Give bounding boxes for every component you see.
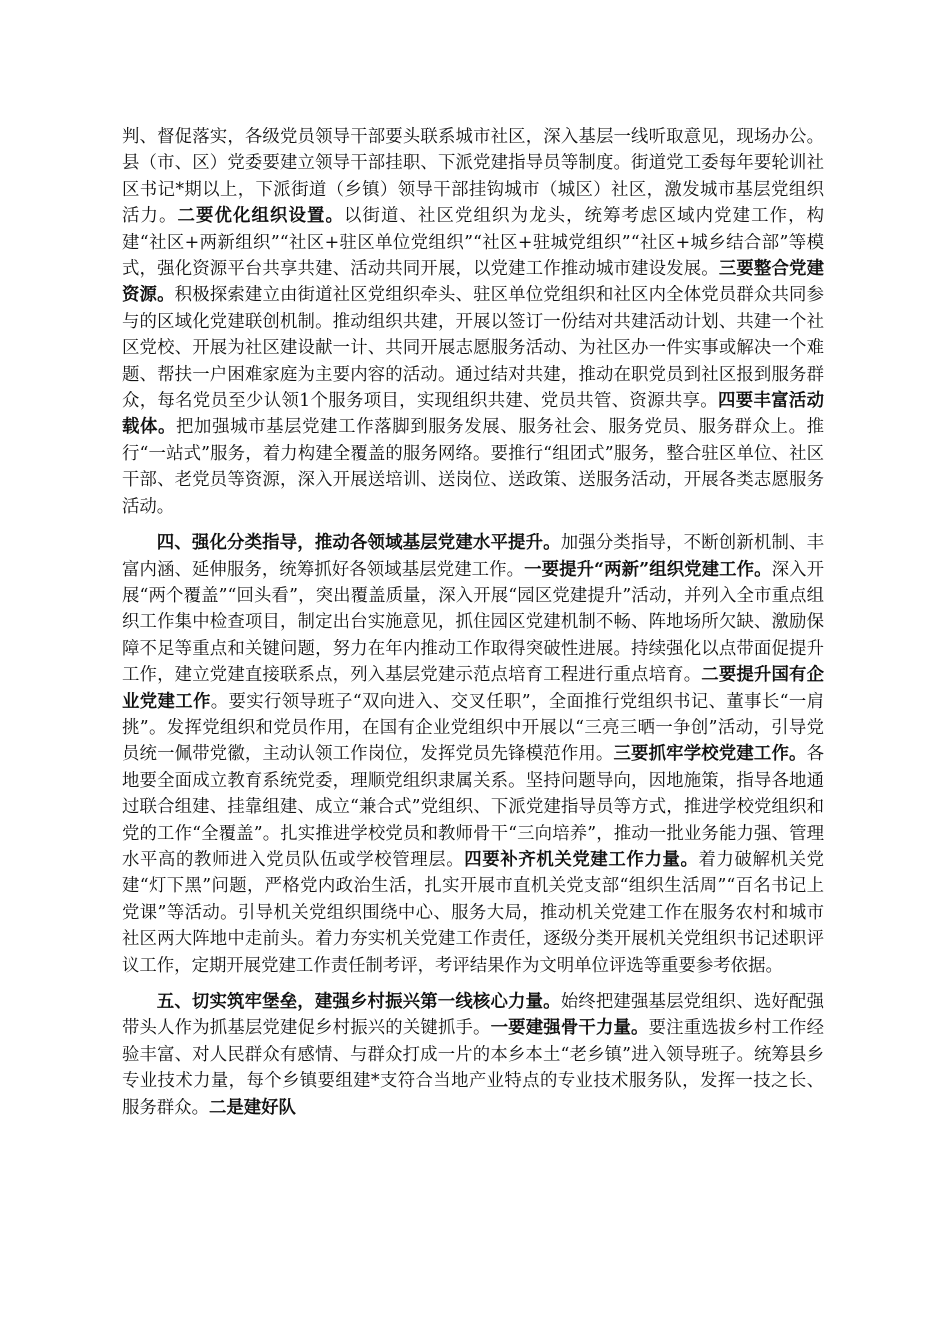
bold-heading: 二要提升国有企业党建工作: [122, 665, 824, 712]
text-run: 始终把建强基层党组织、选好配强带头人作为抓基层党建促乡村振兴的关键抓手。: [122, 992, 824, 1039]
bold-heading: 三要整合党建资源。: [122, 259, 824, 306]
bold-heading: 一要建强骨干力量。: [490, 1018, 649, 1039]
paragraph-1: [122, 124, 824, 520]
text-run: 判、督促落实，各级党员领导干部要头联系城市社区，深入基层一线听取意见，现场办公。县（市、区）党委要建立领导干部挂职、下派党建指导员等制度。街道党工委每年要轮训社区书记*期以上，下派街道（乡镇）领导干部挂钩城市（城区）社区，激发城市基层党组织活力。: [122, 127, 824, 227]
text-run: 要注重选拔乡村工作经验丰富、对人民群众有感情、与群众打成一片的本乡本土“老乡镇”进入领导班子。统筹县乡专业技术力量，每个乡镇要组建*支符合当地产业特点的专业技术服务队，发挥一技之长、服务群众。: [122, 1018, 824, 1118]
text-run: 深入开展“两个覆盖”“回头看”，突出覆盖质量，深入开展“园区党建提升”活动，并列入全市重点组织工作集中检查项目，制定出台实施意见，抓住园区党建机制不畅、阵地场所欠缺、激励保障不足等重点和关键问题，努力在年内推动工作取得突破性进展。持续强化以点带面促提升工作，建立党建直接联系点，列入基层党建示范点培育工程进行重点培育。: [122, 559, 824, 686]
paragraph-2: [122, 530, 824, 979]
bold-heading: 二是建好队: [208, 1097, 296, 1118]
bold-heading: 二要优化组织设置。: [177, 206, 345, 227]
bold-heading: 四要补齐机关党建工作力量。: [464, 849, 699, 870]
text-run: 积极探索建立由街道社区党组织牵头、驻区单位党组织和社区内全体党员群众共同参与的区域化党建联创机制。推动组织共建，开展以签订一份结对共建活动计划、共建一个社区党校、开展为社区建设献一计、共同开展志愿服务活动、为社区办一件实事或解决一个难题、帮扶一户困难家庭为主要内容的活动。通过结对共建，推动在职党员到社区报到服务群众，每名党员至少认领1个服务项目，实现组织共建、党员共管、资源共享。: [122, 285, 824, 412]
paragraph-3: [122, 989, 824, 1121]
text-run: 各地要全面成立教育系统党委，理顺党组织隶属关系。坚持问题导向，因地施策，指导各地通过联合组建、挂靠组建、成立“兼合式”党组织、下派党建指导员等方式，推进学校党组织和党的工作“全覆盖”。扎实推进学校党员和教师骨干“三向培养”，推动一批业务能力强、管理水平高的教师进入党员队伍或学校管理层。: [122, 744, 824, 870]
text-run: 把加强城市基层党建工作落脚到服务发展、服务社会、服务党员、服务群众上。推行“一站式”服务，着力构建全覆盖的服务网络。要推行“组团式”服务，整合驻区单位、社区干部、老党员等资源，深入开展送培训、送岗位、送政策、送服务活动，开展各类志愿服务活动。: [122, 417, 824, 517]
text-run: 以街道、社区党组织为龙头，统筹考虑区域内党建工作，构建“社区+两新组织”“社区+驻区单位党组织”“社区+驻城党组织”“社区+城乡结合部”等模式，强化资源平台共享共建、活动共同开展，以党建工作推动城市建设发展。: [122, 206, 824, 280]
section-heading: 五、切实筑牢堡垒，建强乡村振兴第一线核心力量。: [156, 992, 561, 1012]
text-run: 着力破解机关党建“灯下黑”问题，严格党内政治生活，扎实开展市直机关党支部“组织生活周”“百名书记上党课”等活动。引导机关党组织围绕中心、服务大局，推动机关党建工作在服务农村和城市社区两大阵地中走前头。着力夯实机关党建工作责任，逐级分类开展机关党组织书记述职评议工作，定期开展党建工作责任制考评，考评结果作为文明单位评选等重要参考依据。: [122, 849, 824, 976]
bold-heading: 一要提升“两新”组织党建工作。: [524, 559, 772, 580]
text-run: 加强分类指导，不断创新机制、丰富内涵、延伸服务，统筹抓好各领域基层党建工作。: [122, 533, 824, 580]
bold-heading: 四要丰富活动载体。: [122, 391, 824, 438]
text-run: 。要实行领导班子“双向进入、交叉任职”，全面推行党组织书记、董事长“一肩挑”。发挥党组织和党员作用，在国有企业党组织中开展以“三亮三晒一争创”活动，引导党员统一佩带党徽，主动认领工作岗位，发挥党员先锋模范作用。: [122, 691, 824, 765]
section-heading: 四、强化分类指导，推动各领域基层党建水平提升。: [156, 533, 561, 554]
document-page: [122, 124, 824, 1121]
bold-heading: 三要抓牢学校党建工作。: [613, 744, 807, 765]
